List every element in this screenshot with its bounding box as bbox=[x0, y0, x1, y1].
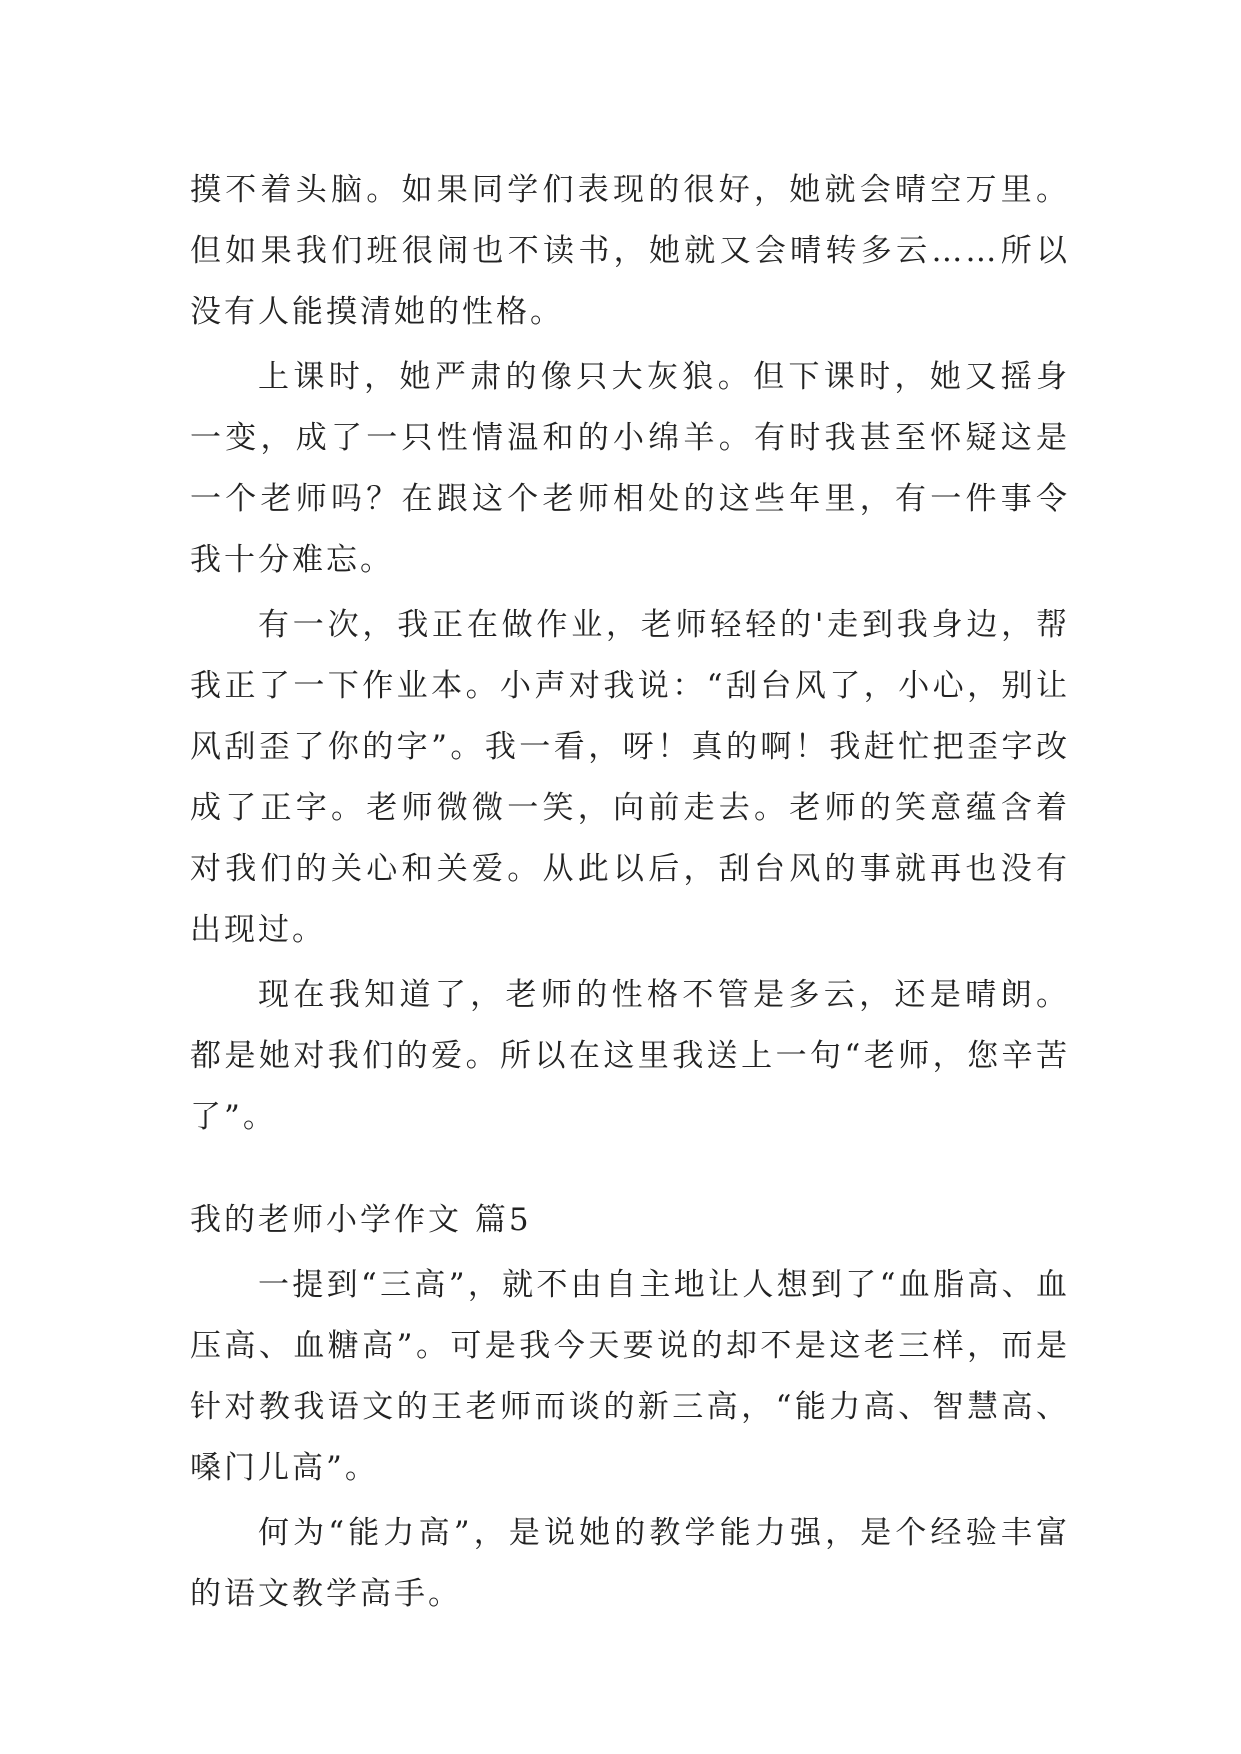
paragraph: 现在我知道了，老师的性格不管是多云，还是晴朗。都是她对我们的爱。所以在这里我送上一句“老师，您辛苦了”。 bbox=[190, 977, 1070, 1135]
paragraph: 何为“能力高”，是说她的教学能力强，是个经验丰富的语文教学高手。 bbox=[190, 1515, 1070, 1612]
section-heading: 我的老师小学作文 篇5 bbox=[190, 1202, 532, 1238]
paragraph: 上课时，她严肃的像只大灰狼。但下课时，她又摇身一变，成了一只性情温和的小绵羊。有时我甚至怀疑这是一个老师吗？在跟这个老师相处的这些年里，有一件事令我十分难忘。 bbox=[190, 359, 1070, 578]
paragraph: 有一次，我正在做作业，老师轻轻的'走到我身边，帮我正了一下作业本。小声对我说：“刮台风了，小心，别让风刮歪了你的字”。我一看，呀！真的啊！我赶忙把歪字改成了正字。老师微微一笑，向前走去。老师的笑意蕴含着对我们的关心和关爱。从此以后，刮台风的事就再也没有出现过。 bbox=[190, 607, 1070, 948]
paragraph-continuation: 摸不着头脑。如果同学们表现的很好，她就会晴空万里。但如果我们班很闹也不读书，她就又会晴转多云……所以没有人能摸清她的性格。 bbox=[190, 172, 1070, 330]
paragraph: 一提到“三高”，就不由自主地让人想到了“血脂高、血压高、血糖高”。可是我今天要说的却不是这老三样，而是针对教我语文的王老师而谈的新三高，“能力高、智慧高、嗓门儿高”。 bbox=[190, 1267, 1070, 1486]
document-body bbox=[190, 160, 1070, 1629]
